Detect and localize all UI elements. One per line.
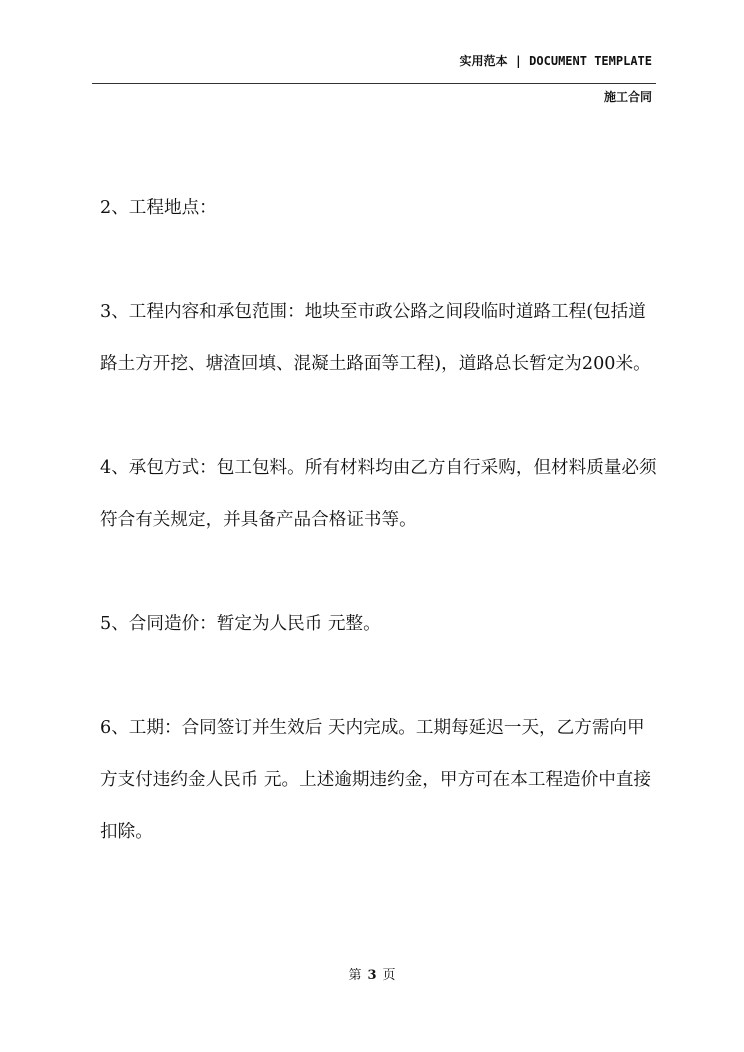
header-title: 实用范本 | DOCUMENT TEMPLATE bbox=[459, 54, 652, 68]
footer-suffix: 页 bbox=[382, 968, 396, 983]
header-divider bbox=[92, 83, 656, 84]
paragraph-duration: 6、工期：合同签订并生效后 天内完成。工期每延迟一天，乙方需向甲方支付违约金人民币 元。上述逾期违约金，甲方可在本工程造价中直接扣除。 bbox=[100, 718, 652, 842]
footer-prefix: 第 bbox=[348, 968, 362, 983]
page-footer bbox=[0, 964, 744, 983]
document-body bbox=[100, 182, 660, 910]
paragraph-contract-method: 4、承包方式：包工包料。所有材料均由乙方自行采购，但材料质量必须符合有关规定，并具备产品合格证书等。 bbox=[100, 458, 657, 530]
paragraph-location: 2、工程地点： bbox=[100, 198, 217, 218]
header-subtitle: 施工合同 bbox=[603, 90, 652, 104]
paragraph-scope: 3、工程内容和承包范围：地块至市政公路之间段临时道路工程(包括道路土方开挖、塘渣回填、混凝土路面等工程)，道路总长暂定为200米。 bbox=[100, 302, 651, 374]
paragraph-contract-price: 5、合同造价：暂定为人民币 元整。 bbox=[100, 614, 381, 634]
page-number: 3 bbox=[367, 968, 377, 983]
